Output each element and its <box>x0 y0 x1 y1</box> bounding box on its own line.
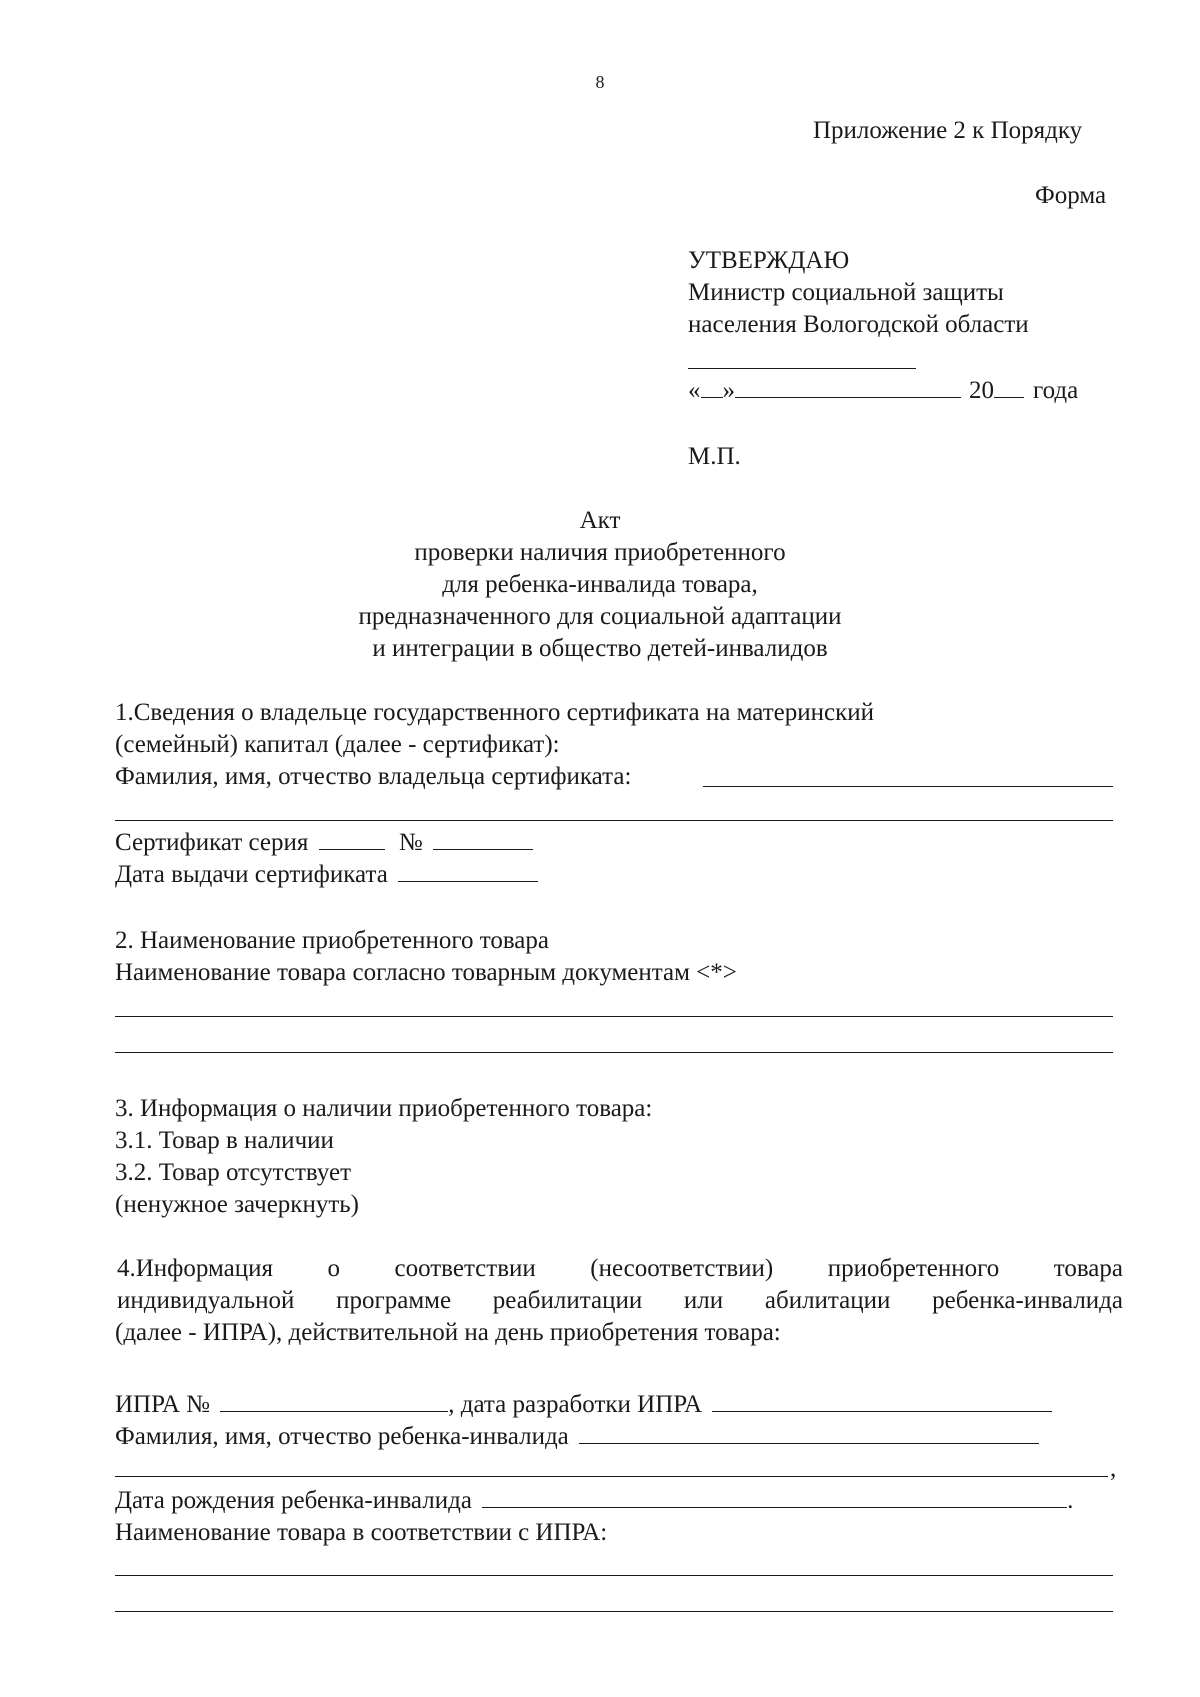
birth-date-period: . <box>1067 1487 1074 1514</box>
certificate-series-row <box>115 827 533 859</box>
year-suffix: года <box>1033 377 1079 404</box>
approval-date-row <box>688 375 1078 407</box>
act-title-line4: предназначенного для социальной адаптации <box>358 603 842 630</box>
section3-item1: 3.1. Товар в наличии <box>115 1127 334 1154</box>
section1-line1: 1.Сведения о владельце государственного сертификата на материнский <box>115 699 875 726</box>
ipra-number-field[interactable] <box>220 1389 448 1412</box>
birth-date-row <box>115 1485 1073 1517</box>
section4-line3: (далее - ИПРА), действительной на день приобретения товара: <box>115 1319 781 1346</box>
act-title-line5: и интеграции в общество детей-инвалидов <box>372 635 828 662</box>
year-prefix: 20 <box>969 377 994 404</box>
page-number: 8 <box>595 72 605 92</box>
child-name-label: Фамилия, имя, отчество ребенка-инвалида <box>115 1423 569 1450</box>
product-name-field-1[interactable] <box>115 1016 1113 1017</box>
product-ipra-field-1[interactable] <box>115 1575 1113 1576</box>
issue-date-row <box>115 859 538 891</box>
child-name-field-continued[interactable] <box>115 1476 1108 1477</box>
series-field[interactable] <box>319 827 385 850</box>
day-field[interactable] <box>701 375 723 398</box>
section4-line1: 4.Информация о соответствии (несоответствии) приобретенного товара <box>117 1255 1123 1282</box>
act-title-line1: Акт <box>579 507 621 534</box>
owner-name-label: Фамилия, имя, отчество владельца сертификата: <box>115 763 632 790</box>
owner-name-field-continued[interactable] <box>115 820 1113 821</box>
issue-date-field[interactable] <box>398 859 538 882</box>
year-field[interactable] <box>994 375 1024 398</box>
form-label: Форма <box>1035 182 1107 209</box>
number-label: № <box>398 829 423 856</box>
appendix-label: Приложение 2 к Порядку <box>813 117 1083 144</box>
approval-position-line1: Министр социальной защиты <box>688 279 1004 306</box>
signature-line[interactable] <box>688 368 916 369</box>
month-field[interactable] <box>735 375 961 398</box>
ipra-date-field[interactable] <box>712 1389 1052 1412</box>
ipra-date-label: , дата разработки ИПРА <box>448 1391 703 1418</box>
product-ipra-label: Наименование товара в соответствии с ИПРА: <box>115 1519 608 1546</box>
child-name-comma: , <box>1110 1455 1117 1482</box>
product-name-field-2[interactable] <box>115 1052 1113 1053</box>
section4-line2: индивидуальной программе реабилитации или абилитации ребенка-инвалида <box>117 1287 1123 1314</box>
act-title-line3: для ребенка-инвалида товара, <box>442 571 758 598</box>
birth-date-field[interactable] <box>482 1485 1067 1508</box>
approval-position-line2: населения Вологодской области <box>688 311 1029 338</box>
section3-title: 3. Информация о наличии приобретенного товара: <box>115 1095 653 1122</box>
section2-title: 2. Наименование приобретенного товара <box>115 927 549 954</box>
section3-item2: 3.2. Товар отсутствует <box>115 1159 352 1186</box>
act-title-line2: проверки наличия приобретенного <box>414 539 786 566</box>
child-name-field[interactable] <box>579 1421 1039 1444</box>
birth-date-label: Дата рождения ребенка-инвалида <box>115 1487 472 1514</box>
quote-open: « <box>688 377 701 404</box>
approval-title: УТВЕРЖДАЮ <box>688 247 850 274</box>
quote-close: » <box>722 377 735 404</box>
section3-note: (ненужное зачеркнуть) <box>115 1191 359 1218</box>
stamp-label: М.П. <box>688 443 741 470</box>
issue-date-label: Дата выдачи сертификата <box>115 861 388 888</box>
ipra-number-label: ИПРА № <box>115 1391 210 1418</box>
section1-line2: (семейный) капитал (далее - сертификат): <box>115 731 560 758</box>
number-field[interactable] <box>433 827 533 850</box>
owner-name-field[interactable] <box>703 786 1113 787</box>
product-ipra-field-2[interactable] <box>115 1611 1113 1612</box>
child-name-row <box>115 1421 1039 1453</box>
section2-subtitle: Наименование товара согласно товарным документам <*> <box>115 959 737 986</box>
series-label: Сертификат серия <box>115 829 309 856</box>
ipra-row <box>115 1389 1052 1421</box>
